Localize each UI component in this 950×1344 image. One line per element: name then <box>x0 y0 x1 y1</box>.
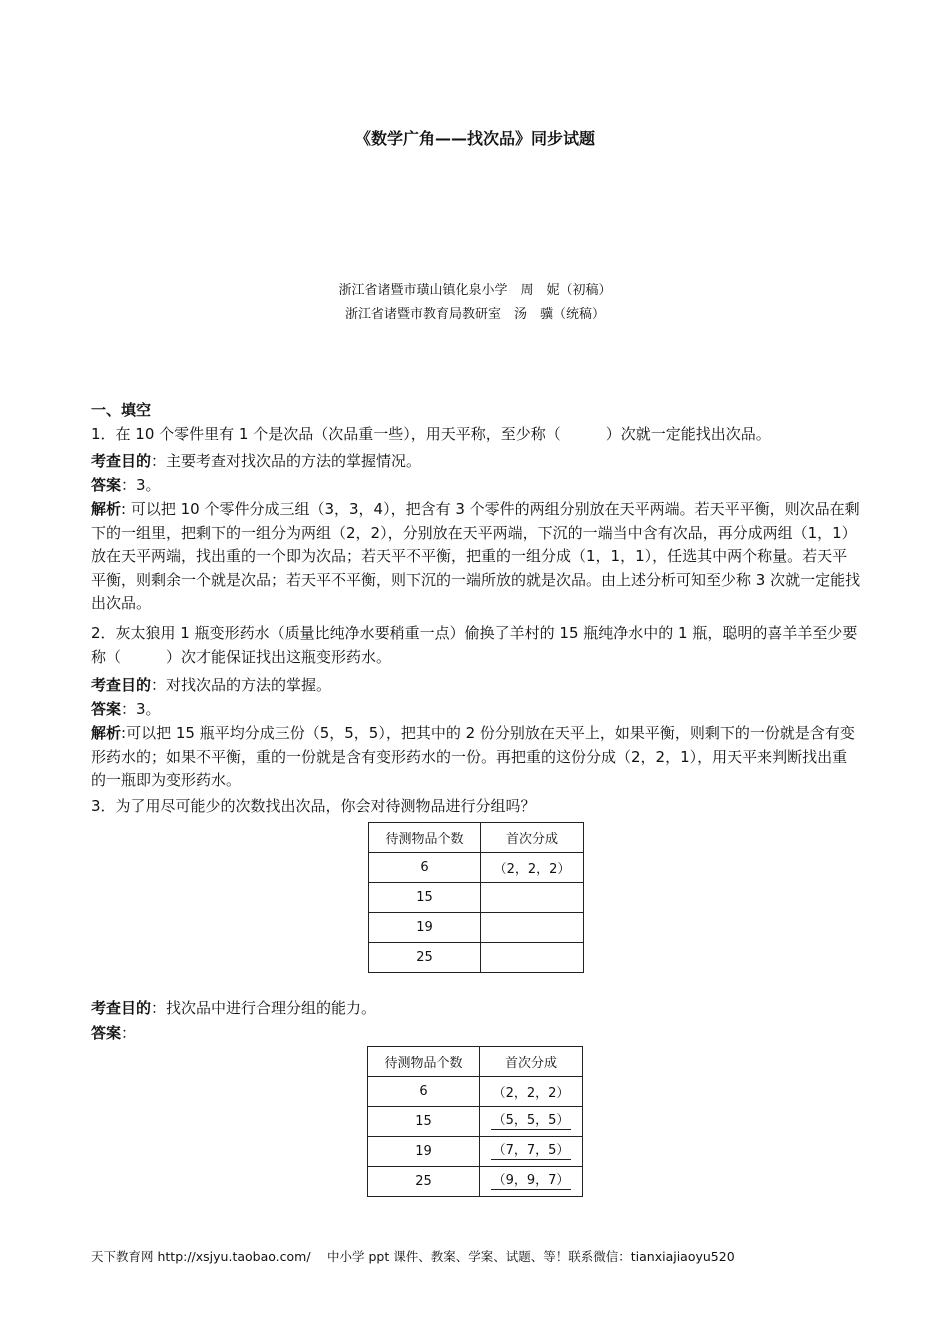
table-row <box>368 1077 583 1107</box>
q1-answer-text: ：3。 <box>121 476 161 494</box>
table-row <box>369 883 584 913</box>
header-count: 待测物品个数 <box>369 823 481 853</box>
row-count: 25 <box>368 1167 480 1197</box>
header-first-split: 首次分成 <box>480 1047 583 1077</box>
answer-value: （7，7，5） <box>492 1143 570 1158</box>
table-header-row <box>368 1047 583 1077</box>
q1-purpose-text: ：主要考查对找次品的方法的掌握情况。 <box>151 452 422 470</box>
q2-answer-text: ：3。 <box>121 700 161 718</box>
question-2: 2．灰太狼用 1 瓶变形药水（质量比纯净水要稍重一点）偷换了羊村的 15 瓶纯净水中的 1 瓶，聪明的喜羊羊至少要称（ ）次才能保证找出这瓶变形药水。 <box>91 624 858 666</box>
header-first-split: 首次分成 <box>481 823 584 853</box>
answer-table <box>367 1046 583 1197</box>
question-3: 3．为了用尽可能少的次数找出次品，你会对待测物品进行分组吗？ <box>91 797 536 815</box>
author-line-1: 浙江省诸暨市璜山镇化泉小学 周 妮（初稿） <box>338 283 612 298</box>
table-row <box>369 943 584 973</box>
row-count: 6 <box>369 853 481 883</box>
question-table <box>368 822 584 973</box>
table-row <box>368 1167 583 1197</box>
row-split-blank <box>481 883 584 913</box>
q2-purpose <box>91 674 861 698</box>
table-row <box>368 1107 583 1137</box>
row-split-answer <box>480 1107 583 1137</box>
q3-purpose <box>91 997 861 1021</box>
analysis-label: 解析 <box>91 500 122 518</box>
q2-answer <box>91 698 861 722</box>
answer-value: （9，9，7） <box>492 1173 570 1188</box>
q2-purpose-text: ：对找次品的方法的掌握。 <box>151 676 332 694</box>
answer-value: （5，5，5） <box>492 1113 570 1128</box>
purpose-label: 考查目的 <box>91 999 152 1017</box>
q2-analysis <box>91 722 861 793</box>
purpose-label: 考查目的 <box>91 676 152 694</box>
row-split-blank <box>481 943 584 973</box>
row-split: （2，2，2） <box>481 853 584 883</box>
section-heading: 一、填空 <box>91 401 152 419</box>
row-count: 15 <box>368 1107 480 1137</box>
q1-analysis <box>91 498 861 616</box>
answer-label: 答案 <box>91 1024 122 1042</box>
q3-answer <box>91 1022 861 1046</box>
analysis-label: 解析 <box>91 724 122 742</box>
row-split-answer <box>480 1167 583 1197</box>
q3-purpose-text: ：找次品中进行合理分组的能力。 <box>151 999 377 1017</box>
row-split-blank <box>481 913 584 943</box>
table-row <box>368 1137 583 1167</box>
row-count: 25 <box>369 943 481 973</box>
q1-analysis-text: : 可以把 10 个零件分成三组（3，3，4），把含有 3 个零件的两组分别放在天平两端。若天平平衡，则次品在剩下的一组里，把剩下的一组分为两组（2，2），分别放在天平两端，下沉的一端当中含有次品，再分成两组（1，1）放在天平两端，找出重的一个即为次品；若天平不平衡，把重的一组分成（1，1，1），任选其中两个称量。若天平平衡，则剩余一个就是次品；若天平不平衡，则下沉的一端所放的就是次品。由上述分析可知至少称 3 次就一定能找出次品。 <box>91 500 861 612</box>
row-count: 19 <box>368 1137 480 1167</box>
table-header-row <box>369 823 584 853</box>
question-1: 1．在 10 个零件里有 1 个是次品（次品重一些），用天平称，至少称（ ）次就一定能找出次品。 <box>91 425 771 443</box>
q3-answer-text: ： <box>121 1024 137 1042</box>
author-line-2: 浙江省诸暨市教育局教研室 汤 骥（统稿） <box>344 307 605 322</box>
page-title: 《数学广角——找次品》同步试题 <box>354 129 595 148</box>
header-count: 待测物品个数 <box>368 1047 480 1077</box>
page-footer: 天下教育网 http://xsjyu.taobao.com/ 中小学 ppt 课件、教案、学案、试题、等！联系微信：tianxiajiaoyu520 <box>91 1249 735 1264</box>
q1-answer <box>91 474 861 498</box>
answer-label: 答案 <box>91 476 122 494</box>
q2-analysis-text: :可以把 15 瓶平均分成三份（5，5，5），把其中的 2 份分别放在天平上，如果平衡，则剩下的一份就是含有变形药水的；如果不平衡，重的一份就是含有变形药水的一份。再把重的这份分成（2，2，1），用天平来判断找出重的一瓶即为变形药水。 <box>91 724 855 789</box>
row-split: （2，2，2） <box>480 1077 583 1107</box>
row-count: 15 <box>369 883 481 913</box>
q1-purpose <box>91 450 861 474</box>
purpose-label: 考查目的 <box>91 452 152 470</box>
table-row <box>369 853 584 883</box>
table-row <box>369 913 584 943</box>
row-count: 19 <box>369 913 481 943</box>
row-count: 6 <box>368 1077 480 1107</box>
row-split-answer <box>480 1137 583 1167</box>
answer-label: 答案 <box>91 700 122 718</box>
